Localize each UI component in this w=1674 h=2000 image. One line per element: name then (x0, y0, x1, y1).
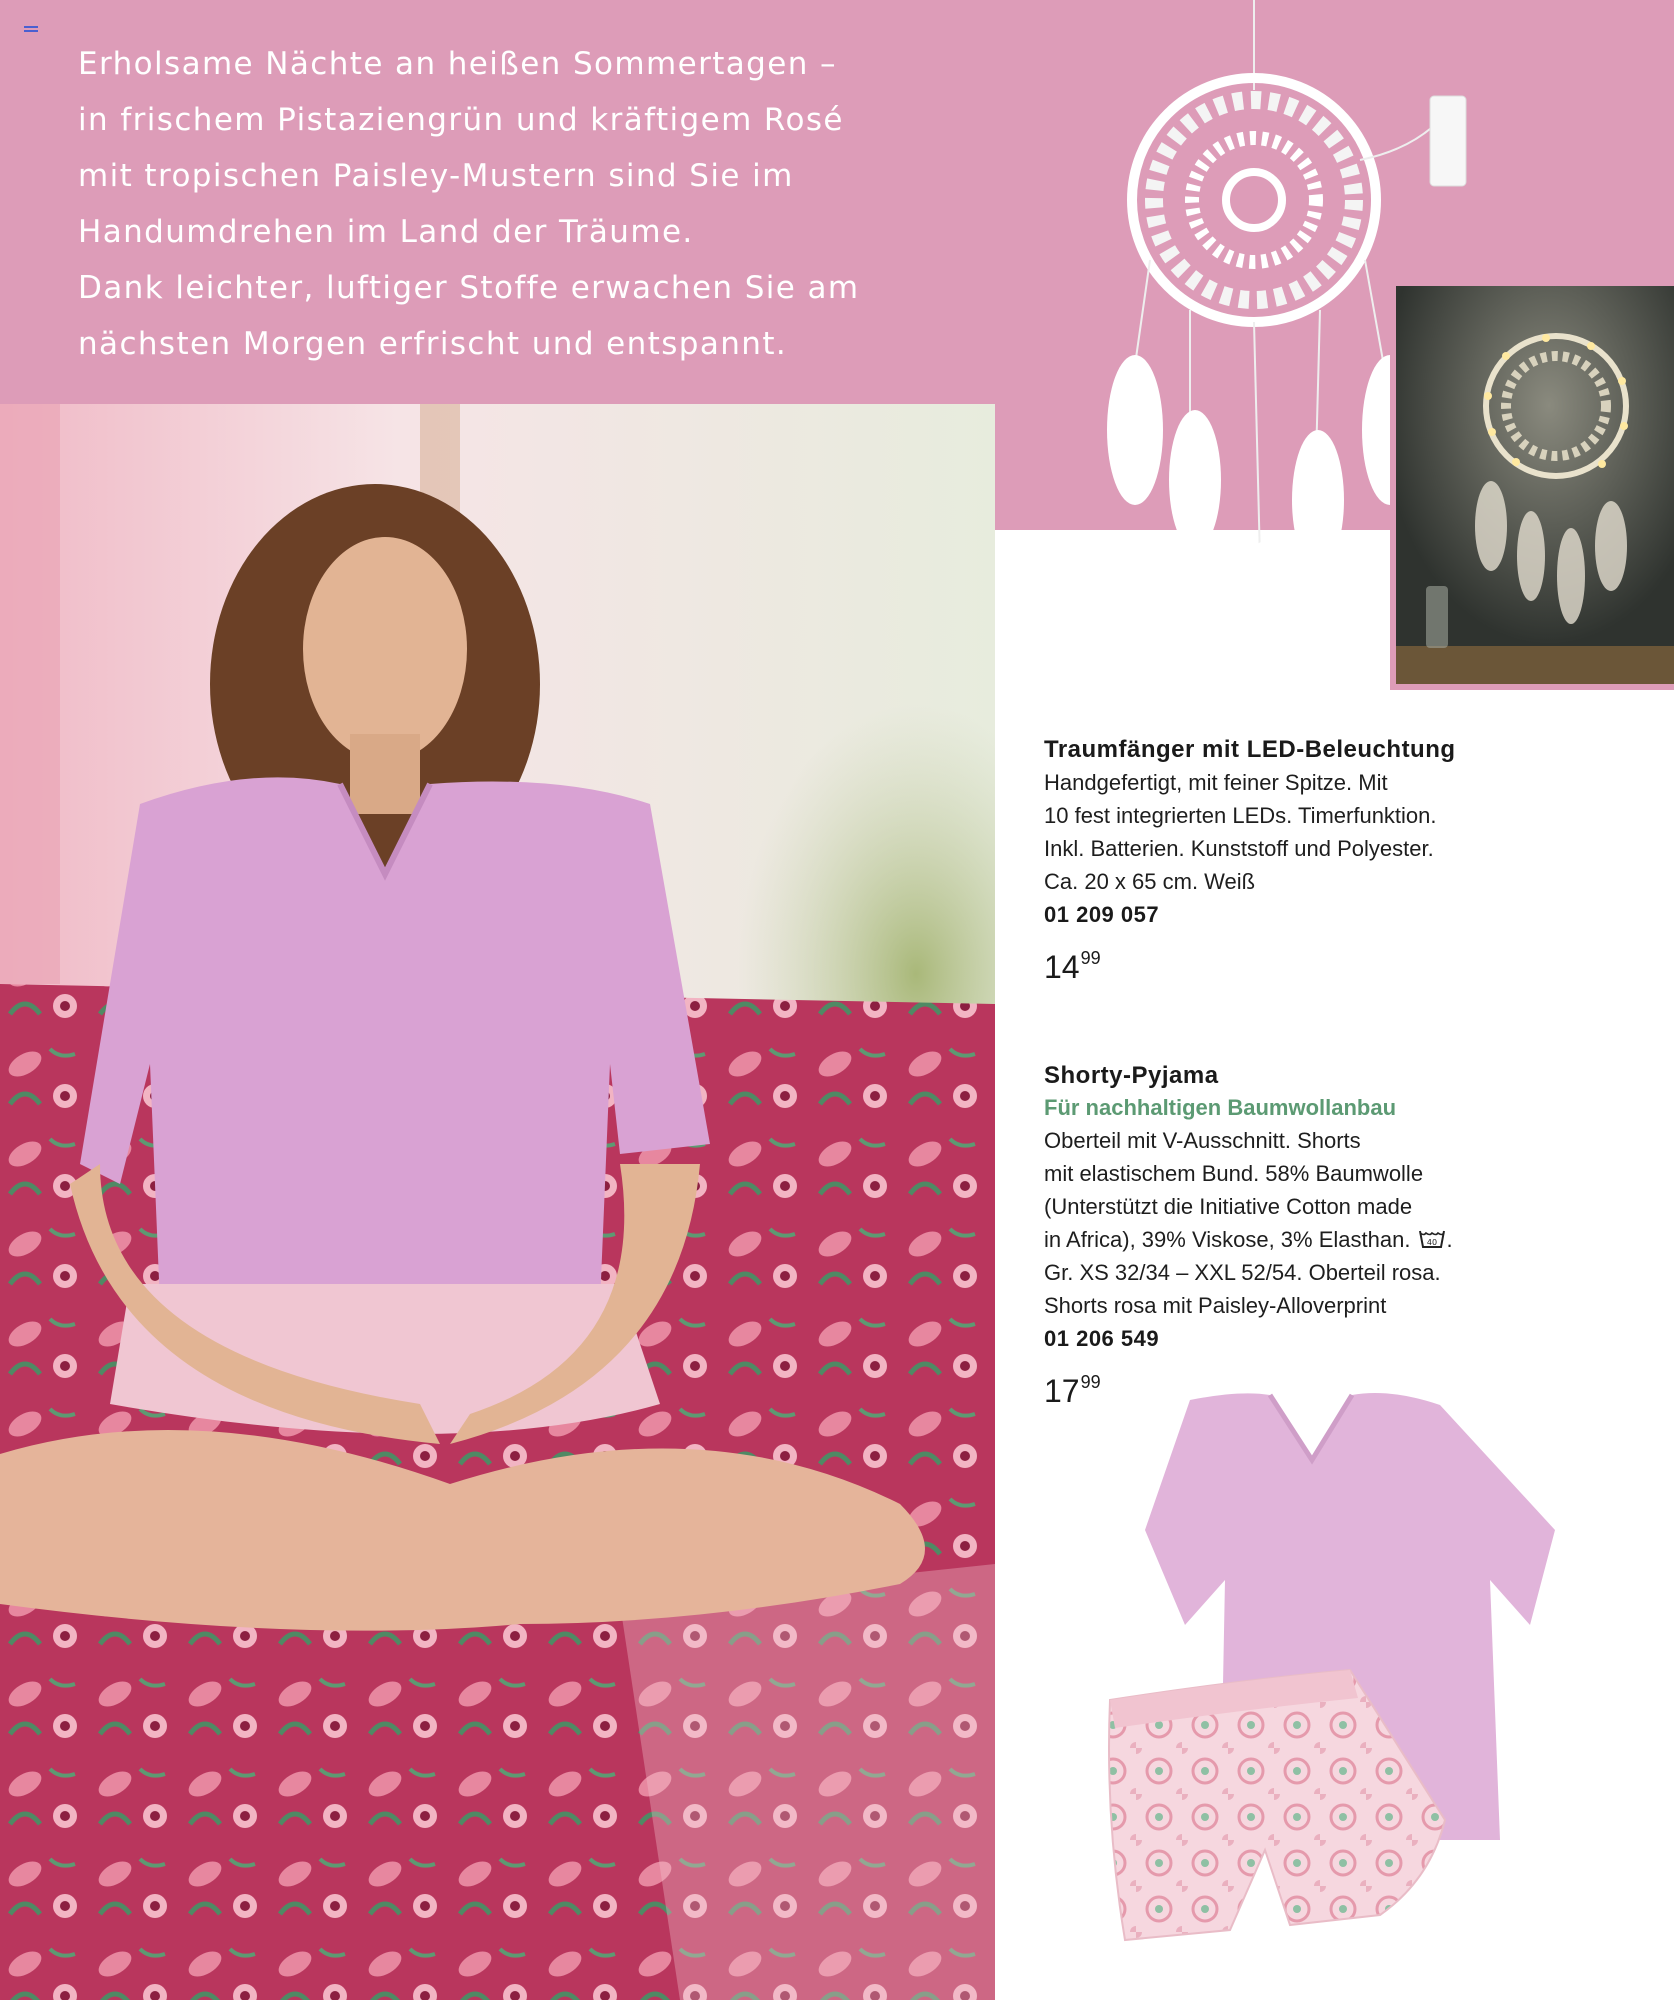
price-main: 17 (1044, 1373, 1080, 1409)
product-pyjama (1044, 1060, 1604, 1413)
price-cents: 99 (1080, 1372, 1101, 1392)
description-line: (Unterstützt die Initiative Cotton made (1044, 1194, 1413, 1219)
description-text: in Africa), 39% Viskose, 3% Elasthan. (1044, 1227, 1411, 1252)
description-suffix: . (1446, 1227, 1453, 1252)
dreamcatcher-lit-photo (1390, 282, 1674, 690)
intro-line: mit tropischen Paisley-Mustern sind Sie im (78, 158, 794, 194)
intro-line: in frischem Pistaziengrün und kräftigem Rosé (78, 102, 844, 138)
description-line: Shorts rosa mit Paisley-Alloverprint (1044, 1293, 1387, 1318)
lifestyle-photo (0, 404, 995, 2000)
intro-line: Dank leichter, luftiger Stoffe erwachen Sie am (78, 270, 860, 306)
product-sku: 01 209 057 (1044, 902, 1160, 927)
pyjama-product-image (1090, 1380, 1570, 1970)
wash-temperature: 40 (1427, 1238, 1438, 1247)
product-name: Shorty-Pyjama (1044, 1062, 1219, 1089)
description-line: Gr. XS 32/34 – XXL 52/54. Oberteil rosa. (1044, 1260, 1441, 1285)
product-tagline: Für nachhaltigen Baumwollanbau (1044, 1095, 1397, 1120)
product-dreamcatcher (1044, 734, 1604, 989)
description-line (1044, 1223, 1604, 1256)
intro-text (78, 36, 978, 372)
price-main: 14 (1044, 949, 1080, 985)
description-line: Inkl. Batterien. Kunststoff und Polyester. (1044, 836, 1434, 861)
wash-40-icon (1418, 1226, 1446, 1248)
intro-line: Handumdrehen im Land der Träume. (78, 214, 694, 250)
description-line: Ca. 20 x 65 cm. Weiß (1044, 869, 1256, 894)
description-line: mit elastischem Bund. 58% Baumwolle (1044, 1161, 1424, 1186)
product-description (1044, 766, 1604, 898)
product-sku: 01 206 549 (1044, 1326, 1160, 1351)
product-name: Traumfänger mit LED-Beleuchtung (1044, 736, 1456, 763)
menu-icon[interactable] (24, 26, 38, 36)
intro-line: Erholsame Nächte an heißen Sommertagen – (78, 46, 837, 82)
product-price (1044, 936, 1604, 989)
description-line: Oberteil mit V-Ausschnitt. Shorts (1044, 1128, 1361, 1153)
product-description (1044, 1124, 1604, 1322)
description-line: Handgefertigt, mit feiner Spitze. Mit (1044, 770, 1388, 795)
intro-line: nächsten Morgen erfrischt und entspannt. (78, 326, 788, 362)
price-cents: 99 (1080, 948, 1101, 968)
description-line: 10 fest integrierten LEDs. Timerfunktion. (1044, 803, 1437, 828)
